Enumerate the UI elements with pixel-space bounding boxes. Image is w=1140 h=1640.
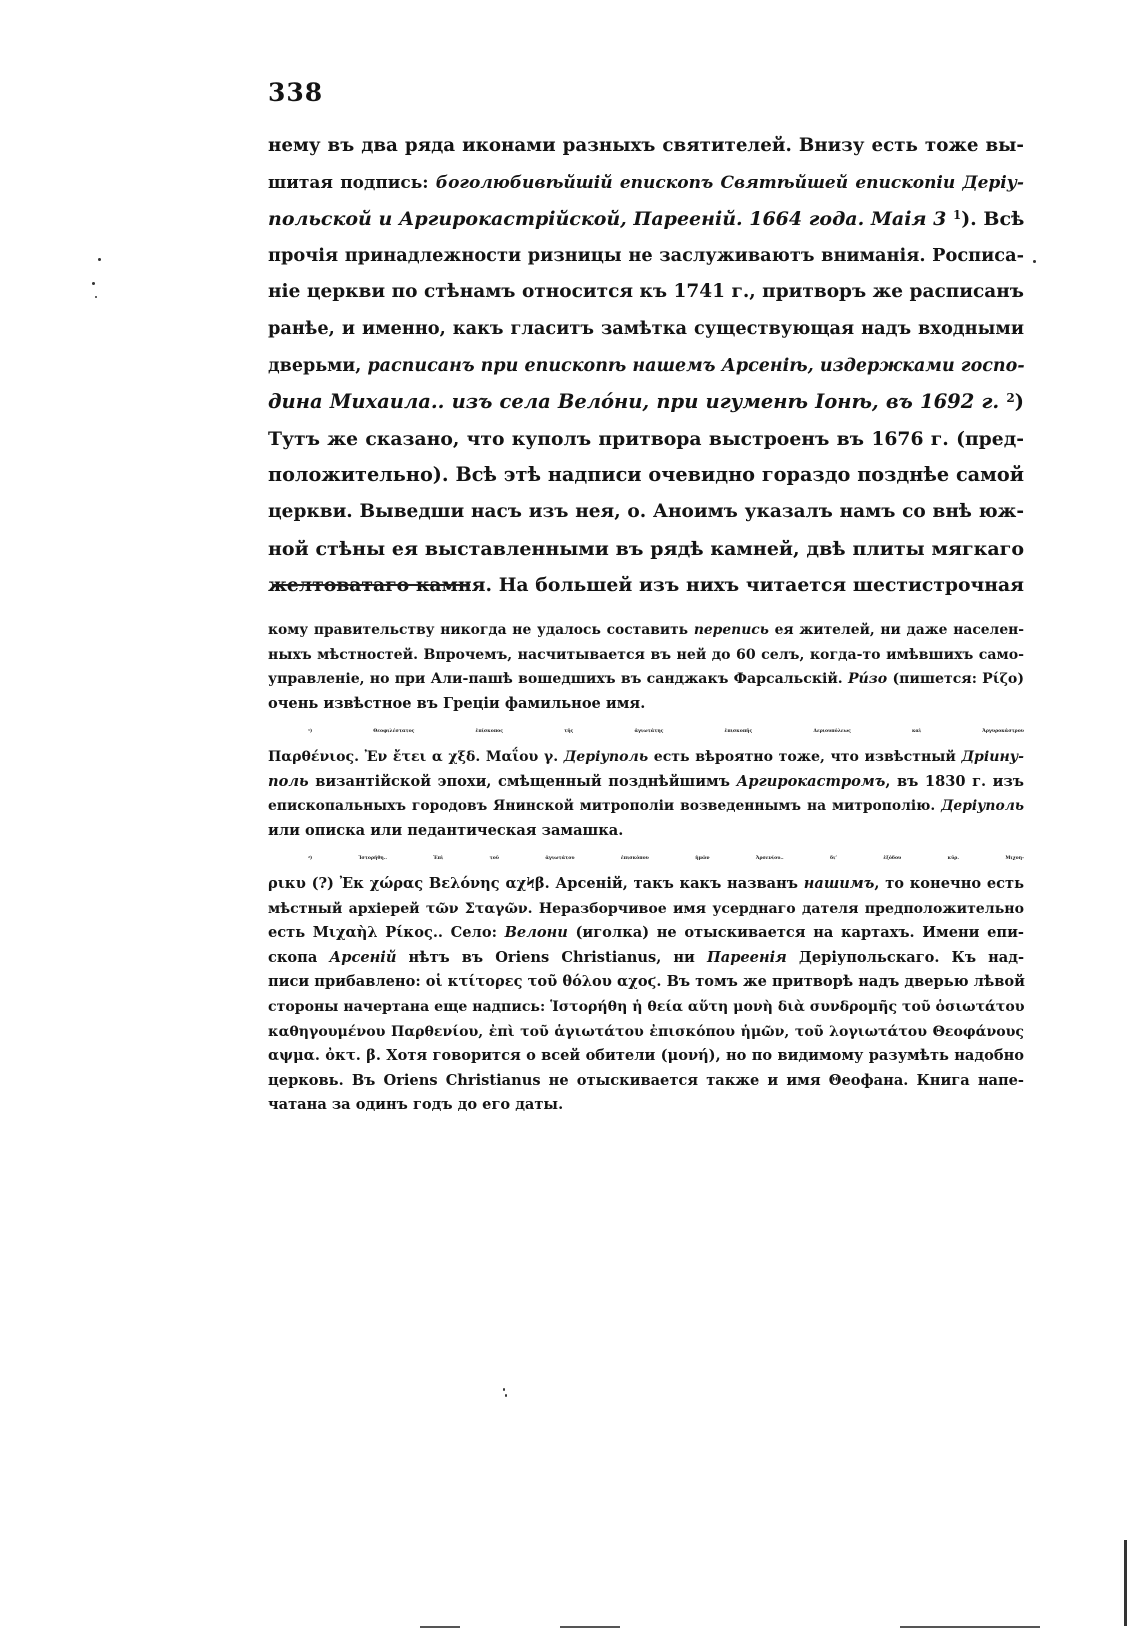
footnote-marker: 1 bbox=[953, 207, 962, 222]
footnote bbox=[268, 847, 1024, 1118]
text-run: Παρθένιος. Ἐν ἔτει α χξδ. Μαΐου γ. bbox=[268, 748, 564, 765]
text-run: ніе церкви по стѣнамъ относится къ 1741 г., притворъ же расписанъ bbox=[268, 281, 1024, 303]
italic-text: перепись bbox=[693, 622, 769, 638]
text-run: византійской эпохи, смѣщенный позднѣйшимъ bbox=[308, 772, 737, 790]
text-run: , то конечно есть bbox=[874, 874, 1024, 892]
text-run: ). Всѣ bbox=[961, 208, 1025, 231]
text-run: чатана за одинъ годъ до его даты. bbox=[268, 1096, 564, 1114]
scan-speck bbox=[95, 296, 97, 298]
text-run: желтоватаго камня. На большей изъ нихъ читается шестистрочная bbox=[268, 574, 1024, 597]
text-run: шитая подпись: bbox=[268, 172, 436, 193]
footnote-line bbox=[268, 667, 1024, 692]
text-run: ея жителей, ни даже населен- bbox=[768, 622, 1024, 638]
footnote-line bbox=[268, 643, 1024, 668]
text-run: ранѣе, и именно, какъ гласитъ замѣтка существующая надъ входными bbox=[268, 317, 1024, 339]
footnote-line bbox=[268, 847, 1024, 872]
page-number: 338 bbox=[268, 78, 324, 107]
text-line bbox=[268, 165, 1024, 202]
footnote-line bbox=[268, 1020, 1024, 1045]
text-line bbox=[268, 494, 1024, 531]
text-run: скопа bbox=[268, 948, 330, 966]
italic-text: Деріуполь bbox=[563, 748, 649, 765]
italic-text: Дрiину- bbox=[961, 748, 1025, 765]
text-run: или описка или педантическая замашка. bbox=[268, 821, 624, 839]
italic-text: нашимъ bbox=[803, 874, 875, 892]
italic-text: Деріуполь bbox=[941, 798, 1024, 815]
italic-text: Арсеній bbox=[329, 948, 397, 966]
main-text bbox=[268, 128, 1024, 604]
italic-text: расписанъ при епископѣ нашемъ Арсеніѣ, издержками госпо- bbox=[367, 355, 1025, 376]
footnote-line bbox=[268, 618, 1024, 643]
text-line bbox=[268, 274, 1024, 311]
footnote-line bbox=[268, 921, 1024, 946]
text-line bbox=[268, 201, 1024, 238]
scan-edge-line bbox=[560, 1626, 620, 1628]
italic-text: дина Михаила.. изъ села Велóни, при игуменѣ Іонѣ, въ 1692 г. bbox=[268, 390, 1000, 414]
text-run: мѣстный архіерей τῶν Σταγῶν. Неразборчивое имя усерднаго дателя предположительно bbox=[268, 900, 1024, 917]
text-run: ) bbox=[1014, 390, 1024, 414]
italic-text: поль bbox=[268, 772, 309, 790]
text-run: Деріупольскаго. Къ над- bbox=[786, 948, 1025, 966]
text-run: очень извѣстное въ Греціи фамильное имя. bbox=[268, 694, 646, 712]
footnote-line bbox=[268, 970, 1024, 995]
italic-text: Рúзо bbox=[847, 671, 888, 688]
footnote-line bbox=[268, 720, 1024, 745]
text-run: , въ 1830 г. изъ bbox=[885, 772, 1024, 790]
text-run: стороны начертана еще надпись: Ἱστορήθη ἡ θεία αὕτη μονὴ διὰ συνδρομῆς τοῦ ὁσιωτάτου bbox=[268, 998, 1025, 1015]
text-run: положительно). Всѣ этѣ надписи очевидно гораздо позднѣе самой bbox=[268, 463, 1024, 487]
footnotes bbox=[268, 618, 1024, 1118]
italic-text: Аргирокастромъ bbox=[736, 772, 886, 790]
footnote-line bbox=[268, 770, 1024, 795]
footnote-marker: 2 bbox=[308, 854, 310, 859]
footnote-line bbox=[268, 794, 1024, 819]
scan-speck bbox=[98, 258, 101, 261]
text-run: кому правительству никогда не удалось составить bbox=[268, 622, 694, 638]
footnote-line bbox=[268, 1044, 1024, 1069]
text-run: Тутъ же сказано, что куполъ притвора выстроенъ въ 1676 г. (пред- bbox=[268, 427, 1024, 450]
footnote-line bbox=[268, 692, 1024, 717]
text-run: прочія принадлежности ризницы не заслуживаютъ вниманія. Росписа- bbox=[268, 244, 1024, 266]
footnote-line bbox=[268, 897, 1024, 922]
text-line bbox=[268, 311, 1024, 348]
text-run: (иголка) не отыскивается на картахъ. Имени епи- bbox=[567, 924, 1024, 942]
text-run: епископальныхъ городовъ Янинской митрополіи возведеннымъ на митрополію. bbox=[268, 798, 942, 815]
scan-edge-line bbox=[900, 1626, 1040, 1628]
text-run: есть Μιχαὴλ Ρίκος.. Село: bbox=[268, 924, 505, 942]
scan-edge-line bbox=[420, 1626, 460, 1628]
text-run: писи прибавлено: οἱ κτίτορες τοῦ θόλου αχοϛ. Въ томъ же притворѣ надъ дверью лѣвой bbox=[268, 973, 1025, 991]
footnote-marker: 2 bbox=[1006, 390, 1015, 405]
italic-text: Велони bbox=[504, 924, 568, 942]
footnote-line bbox=[268, 1093, 1024, 1118]
scan-speck bbox=[503, 1388, 505, 1391]
text-line bbox=[268, 348, 1024, 385]
footnote-line bbox=[268, 946, 1024, 971]
text-run: церкви. Выведши насъ изъ нея, о. Аноимъ указалъ намъ со внѣ юж- bbox=[268, 500, 1024, 522]
footnote-line bbox=[268, 1069, 1024, 1094]
footnote-line bbox=[268, 872, 1024, 897]
text-run: ной стѣны ея выставленными въ рядѣ камней, двѣ плиты мягкаго bbox=[268, 537, 1024, 560]
footnote-line bbox=[268, 995, 1024, 1020]
text-run: ныхъ мѣстностей. Впрочемъ, насчитывается въ ней до 60 селъ, когда-то имѣвшихъ само- bbox=[268, 646, 1024, 663]
footnote-rule bbox=[272, 584, 470, 586]
text-run: нему въ два ряда иконами разныхъ святителей. Внизу есть тоже вы- bbox=[268, 135, 1024, 156]
text-run: есть вѣроятно тоже, что извѣстный bbox=[648, 748, 962, 765]
text-run: ) Ἱστορήθη.. Ἐπὶ τοῦ ἁγιωτάτου ἐπισκόπου ἡμῶν Ἀρσενίου.. διʼ ἐξόδου κῦρ. Μιχοη- bbox=[309, 856, 1024, 862]
footnote-line bbox=[268, 745, 1024, 770]
text-run: нѣтъ въ Oriens Christianus, ни bbox=[396, 948, 707, 966]
text-run: καθηγουμένου Παρθενίου, ἐπὶ τοῦ ἁγιωτάτου ἐπισκόπου ἡμῶν, τοῦ λογιωτάτου Θεοφάνους bbox=[268, 1023, 1024, 1040]
text-run: дверьми, bbox=[268, 355, 368, 376]
footnote bbox=[268, 720, 1024, 843]
text-run: ρικυ (?) Ἐκ χώρας Βελόνης αχϞβ. Арсеній, такъ какъ названъ bbox=[268, 874, 804, 892]
text-run: управленіе, но при Али-пашѣ вошедшихъ въ санджакъ Фарсальскій. bbox=[268, 671, 848, 688]
scan-speck bbox=[92, 282, 95, 285]
footnote-marker: 1 bbox=[308, 727, 310, 732]
scan-edge-line bbox=[1124, 1540, 1127, 1626]
text-line bbox=[268, 531, 1024, 568]
scan-speck bbox=[505, 1394, 507, 1397]
italic-text: польской и Аргирокастрійской, Пареенiй. 1664 года. Маія 3 bbox=[268, 208, 947, 231]
text-line bbox=[268, 421, 1024, 458]
text-run: αψμα. ὀκτ. β. Хотя говорится о всей обители (μονή), но по видимому разумѣть надобно bbox=[268, 1047, 1024, 1065]
footnote bbox=[268, 618, 1024, 716]
scan-speck bbox=[1033, 260, 1036, 263]
text-line bbox=[268, 457, 1024, 494]
italic-text: боголюбивѣйшій епископъ Святѣйшей епископіи Деріу- bbox=[435, 172, 1024, 193]
text-line bbox=[268, 128, 1024, 165]
text-run: церковь. Въ Oriens Christianus не отыскивается также и имя Θеофана. Книга напе- bbox=[268, 1071, 1024, 1089]
text-run: (пишется: Ρίζο) bbox=[887, 671, 1024, 688]
text-run: ) Θεοφιλέστατος ἐπίσκοπος τῆς ἁγιωτάτης ἐπισκοπῆς Δεριουπόλεως καὶ Ἀργυροκάστρου bbox=[309, 729, 1024, 735]
text-line bbox=[268, 384, 1024, 421]
footnote-line bbox=[268, 819, 1024, 844]
italic-text: Пареенія bbox=[706, 948, 787, 966]
text-line bbox=[268, 238, 1024, 275]
text-run bbox=[946, 208, 953, 230]
